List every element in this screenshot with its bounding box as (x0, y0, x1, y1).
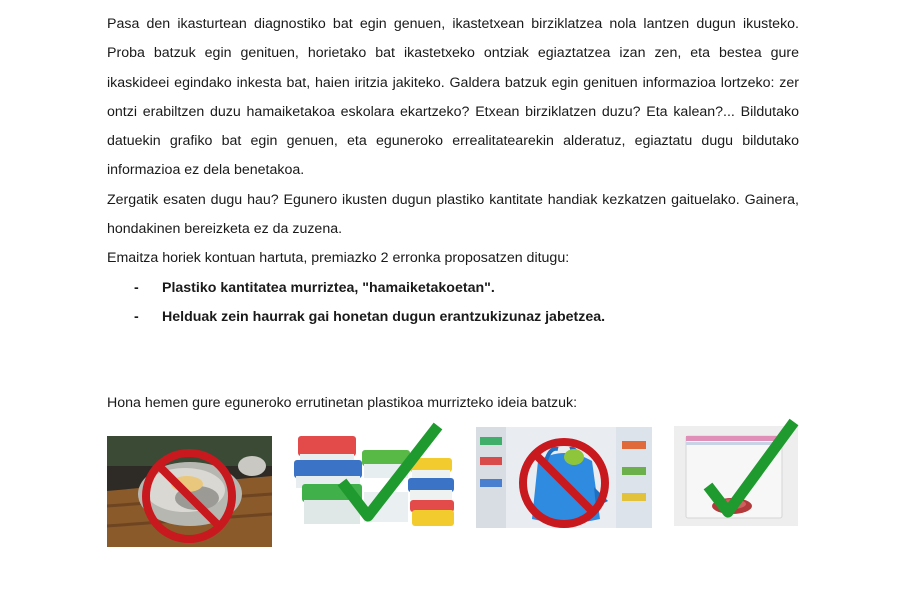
challenge-text: Plastiko kantitatea murriztea, "hamaiketakoetan". (162, 279, 495, 296)
challenges-intro: Emaitza horiek kontuan hartuta, premiazko 2 erronka proposatzen ditugu: (107, 250, 570, 267)
diagnosis-paragraph: Pasa den ikasturtean diagnostiko bat egin genuen, ikastetxean birziklatzea nola lantzen dugun ikusteko. Proba batzuk egin genituen, horietako bat ikastetxeko ontziak egiaztatzea izan zen, eta bestea gure ikaskideei egindako inkesta bat, haien iritzia jakiteko. Galdera batzuk egin genituen informazioa lortzeko: zer ontzi erabiltzen duzu hamaiketakoa eskolara ekartzeko? Etxean birziklatzen duzu? Eta kalean?... Bildutako datuekin grafiko bat egin genuen, eta eguneroko errealitatearekin alderatuz, egiaztatu dugu bildutako informazioa ez dela benetakoa. (107, 16, 799, 179)
body-text (107, 10, 799, 332)
challenges-list (107, 274, 799, 333)
reusable-zip-bag-approved-image (674, 416, 802, 526)
challenge-text: Helduak zein haurrak gai honetan dugun erantzukizunaz jabetzea. (162, 308, 606, 325)
challenge-item (107, 303, 799, 332)
list-bullet: - (134, 308, 139, 325)
list-bullet: - (134, 279, 139, 296)
concern-paragraph: Zergatik esaten dugu hau? Egunero ikusten dugun plastiko kantitate handiak kezkatzen gaituelako. Gainera, hondakinen bereizketa ez da zuzena. (107, 191, 799, 238)
reusable-containers-approved-image (292, 420, 460, 532)
ideas-intro: Hona hemen gure eguneroko errutinetan plastikoa murrizteko ideia batzuk: (107, 395, 578, 411)
plastic-bag-prohibited-image (476, 427, 652, 528)
challenge-item (107, 274, 799, 303)
foil-sandwich-prohibited-image (107, 436, 272, 547)
